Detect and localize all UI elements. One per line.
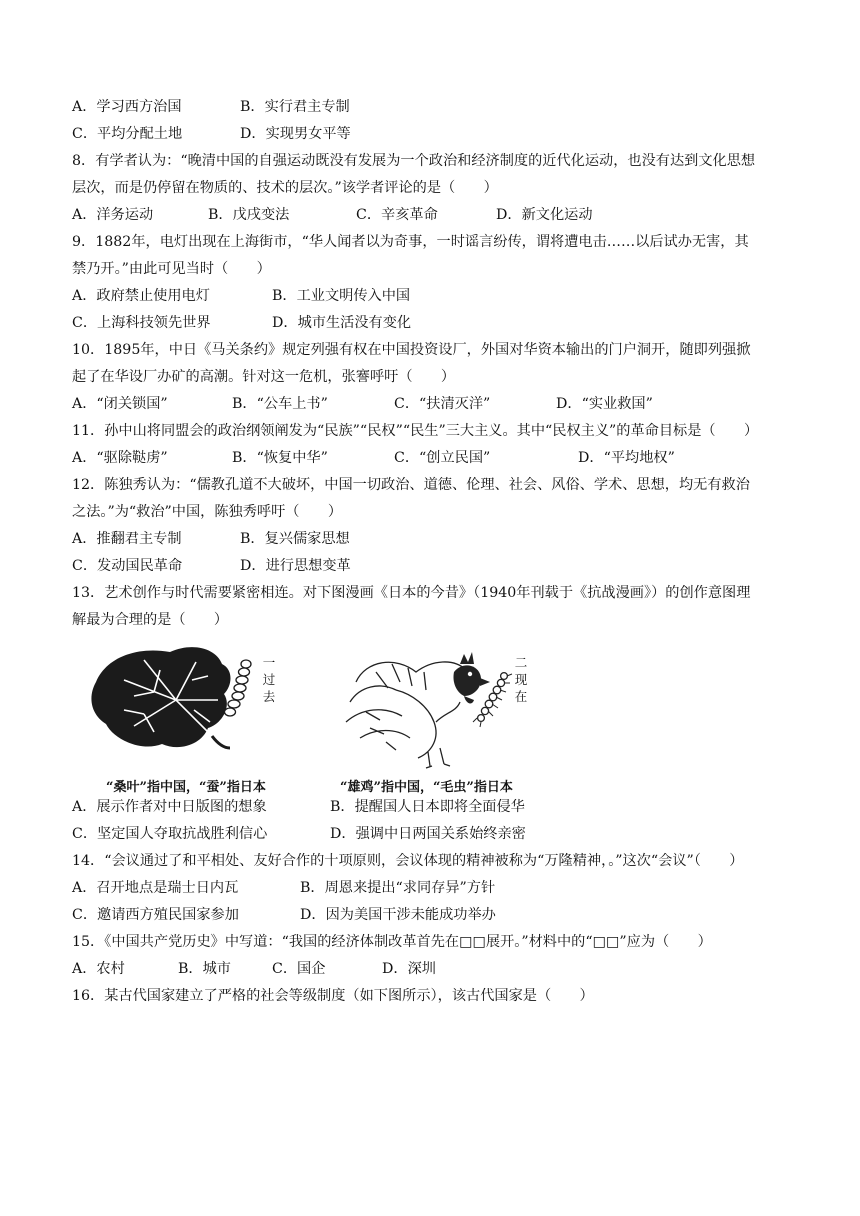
q8-option-c[interactable]: C．辛亥革命 (356, 207, 438, 223)
q14-option-c[interactable]: C．邀请西方殖民国家参加 (72, 907, 239, 923)
q11-option-a[interactable]: A．“驱除鞑虏” (72, 450, 168, 466)
q16-stem-line1: 16．某古代国家建立了严格的社会等级制度（如下图所示），该古代国家是（ ） (72, 988, 594, 1004)
q7-option-b[interactable]: B．实行君主专制 (240, 99, 350, 115)
q13-stem-line2: 解最为合理的是（ ） (72, 612, 229, 628)
q11-option-b[interactable]: B．“恢复中华” (232, 450, 328, 466)
q8-option-a[interactable]: A．洋务运动 (72, 207, 154, 223)
q12-stem-line2: 之法。”为“救治”中国，陈独秀呼吁（ ） (72, 504, 343, 520)
q11-option-c[interactable]: C．“创立民国” (394, 450, 491, 466)
cartoon-present-label: 二现在 (514, 655, 528, 704)
q15-option-b[interactable]: B．城市 (178, 961, 231, 977)
q7-option-d[interactable]: D．实现男女平等 (240, 126, 351, 142)
q14-option-d[interactable]: D．因为美国干涉未能成功举办 (300, 907, 496, 923)
q12-option-c[interactable]: C．发动国民革命 (72, 558, 183, 574)
q13-option-d[interactable]: D．强调中日两国关系始终亲密 (330, 826, 526, 842)
cartoon-past-label: 一过去 (262, 655, 276, 704)
q10-option-a[interactable]: A．“闭关锁国” (72, 396, 168, 412)
q14-stem-line1: 14．“会议通过了和平相处、友好合作的十项原则，会议体现的精神被称为“万隆精神，。”这次“会议”（ ） (72, 853, 744, 869)
q15-stem-line1: 15．《中国共产党历史》中写道：“我国的经济体制改革首先在□□展开。”材料中的“□□”应为（ ） (72, 934, 712, 950)
cartoon-present-caption: “雄鸡”指中国，“毛虫”指日本 (340, 780, 513, 795)
q9-option-b[interactable]: B．工业文明传入中国 (272, 288, 411, 304)
q8-option-b[interactable]: B．戊戌变法 (208, 207, 290, 223)
q8-option-d[interactable]: D．新文化运动 (496, 207, 593, 223)
q10-stem-line2: 起了在华设厂办矿的高潮。针对这一危机，张謇呼吁（ ） (72, 369, 456, 385)
q12-option-b[interactable]: B．复兴儒家思想 (240, 531, 350, 547)
q12-option-a[interactable]: A．推翻君主专制 (72, 531, 182, 547)
q15-option-c[interactable]: C．国企 (272, 961, 326, 977)
q8-stem-line2: 层次，而是仍停留在物质的、技术的层次。”该学者评论的是（ ） (72, 180, 498, 196)
q10-option-c[interactable]: C．“扶清灭洋” (394, 396, 491, 412)
q10-stem-line1: 10．1895年，中日《马关条约》规定列强有权在中国投资设厂，外国对华资本输出的门户洞开，随即列强掀 (72, 342, 751, 358)
q14-option-b[interactable]: B．周恩来提出“求同存异”方针 (300, 880, 496, 896)
q12-stem-line1: 12．陈独秀认为：“儒教孔道不大破坏，中国一切政治、道德、伦理、社会、风俗、学术、思想，均无有救治 (72, 477, 750, 493)
q14-option-a[interactable]: A．召开地点是瑞士日内瓦 (72, 880, 239, 896)
cartoon-past-caption: “桑叶”指中国，“蚕”指日本 (106, 780, 266, 795)
q10-option-b[interactable]: B．“公车上书” (232, 396, 328, 412)
q13-option-c[interactable]: C．坚定国人夺取抗战胜利信心 (72, 826, 268, 842)
q13-option-b[interactable]: B．提醒国人日本即将全面侵华 (330, 799, 525, 815)
q11-option-d[interactable]: D．“平均地权” (578, 450, 675, 466)
q12-option-d[interactable]: D．进行思想变革 (240, 558, 351, 574)
cartoon-present-rooster-caterpillar (336, 642, 536, 770)
q9-option-c[interactable]: C．上海科技领先世界 (72, 315, 211, 331)
rooster-caterpillar-illustration (336, 642, 536, 770)
q15-option-d[interactable]: D．深圳 (382, 961, 436, 977)
leaf-silkworm-illustration (84, 640, 284, 770)
q8-stem-line1: 8．有学者认为：“晚清中国的自强运动既没有发展为一个政治和经济制度的近代化运动，也没有达到文化思想 (72, 153, 756, 169)
q9-option-a[interactable]: A．政府禁止使用电灯 (72, 288, 210, 304)
q9-stem-line2: 禁乃开。”由此可见当时（ ） (72, 261, 271, 277)
q7-option-a[interactable]: A．学习西方治国 (72, 99, 182, 115)
q13-option-a[interactable]: A．展示作者对中日版图的想象 (72, 799, 267, 815)
q10-option-d[interactable]: D．“实业救国” (556, 396, 653, 412)
cartoon-past-leaf-silkworm (84, 640, 284, 770)
q13-stem-line1: 13．艺术创作与时代需要紧密相连。对下图漫画《日本的今昔》（1940年刊载于《抗战漫画》）的创作意图理 (72, 585, 751, 601)
q15-option-a[interactable]: A．农村 (72, 961, 125, 977)
q11-stem-line1: 11．孙中山将同盟会的政治纲领阐发为“民族”“民权”“民生”三大主义。其中“民权主义”的革命目标是（ ） (72, 423, 759, 439)
q9-stem-line1: 9．1882年，电灯出现在上海街市，“华人闻者以为奇事，一时谣言纷传，谓将遭电击……以后试办无害，其 (72, 234, 749, 250)
q9-option-d[interactable]: D．城市生活没有变化 (272, 315, 412, 331)
q7-option-c[interactable]: C．平均分配土地 (72, 126, 183, 142)
